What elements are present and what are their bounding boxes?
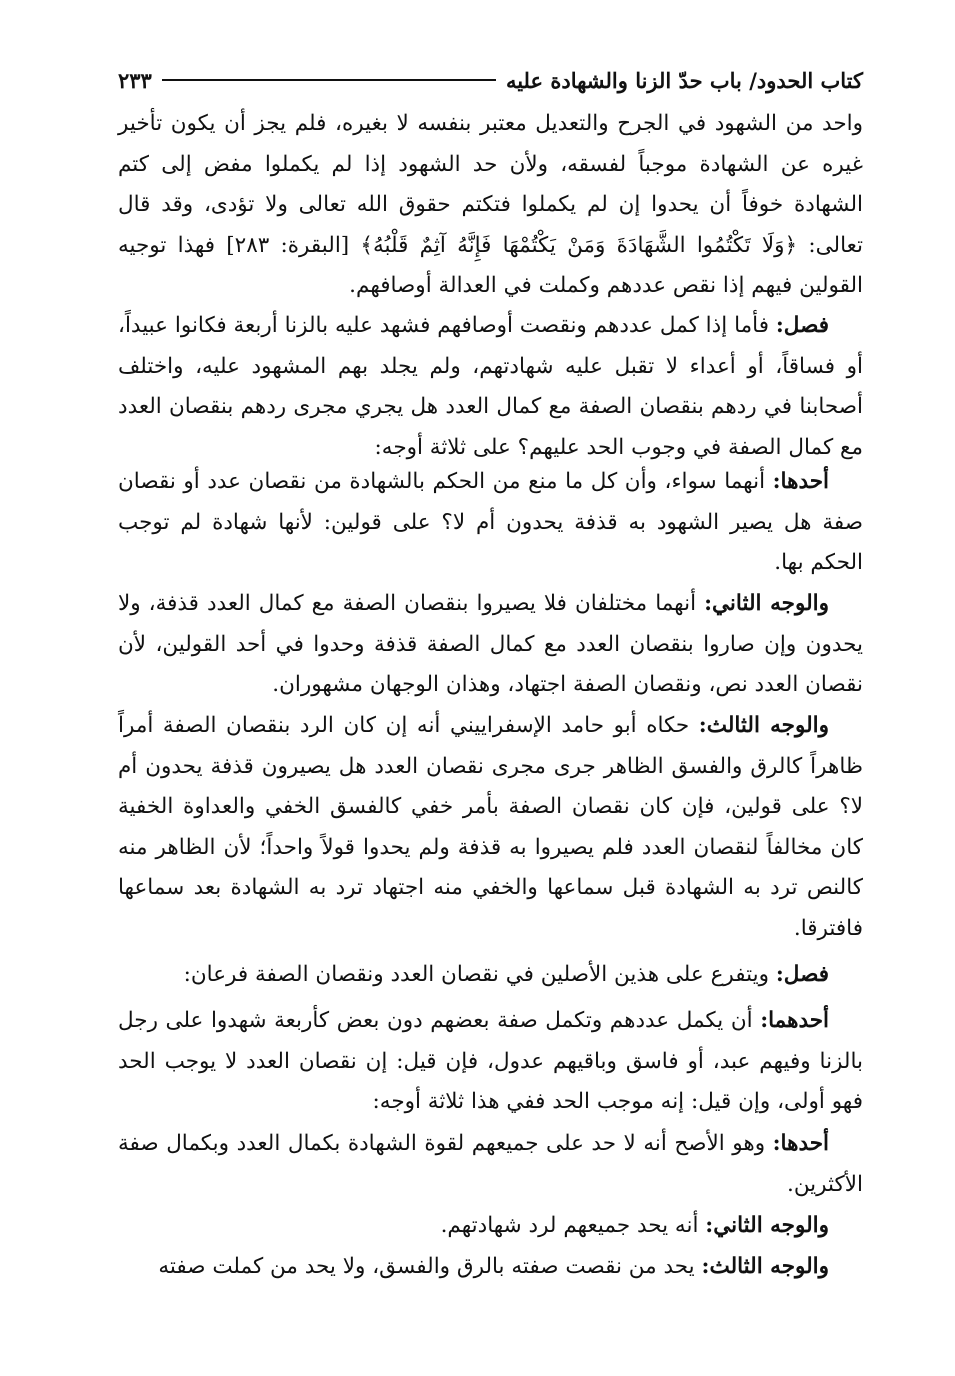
header-title: كتاب الحدود/ باب حدّ الزنا والشهادة عليه [505, 67, 863, 93]
paragraph-text: فأما إذا كمل عددهم ونقصت أوصافهم فشهد عليه بالزنا أربعة فكانوا عبيداً، أو فساقاً، أو أعداء لا تقبل عليه شهادتهم، ولم يجلد بهم المشهود عليه، واختلف أصحابنا في ردهم بنقصان الصفة مع كمال العدد هل يجري مجرى ردهم بنقصان العدد مع كمال الصفة في وجوب الحد عليهم؟ على ثلاثة أوجه: [118, 313, 863, 460]
paragraph-7 [118, 1001, 863, 1123]
paragraph-text: يحد من نقصت صفته بالرق والفسق، ولا يحد من كملت صفته [158, 1254, 695, 1279]
paragraph-text: أنهما مختلفان فلا يصيروا بنقصان الصفة مع كمال العدد قذفة، ولا يحدون وإن صاروا بنقصان العدد مع كمال الصفة قذفة وحدوا في أحد القولين، لأن نقصان العدد نص، ونقصان الصفة اجتهاد، وهذان الوجهان مشهوران. [118, 591, 863, 697]
paragraph-label: والوجه الثالث: [698, 713, 829, 738]
paragraph-text: أن يكمل عددهم وتكمل صفة بعضهم دون بعض كأربعة شهدوا على رجل بالزنا وفيهم عبد، أو فاسق وباقيهم عدول، فإن قيل: إن نقصان العدد لا يوجب الحد فهو أولى، وإن قيل: إنه موجب الحد ففي هذا ثلاثة أوجه: [118, 1008, 863, 1114]
paragraph-text: أنه يحد جميعهم لرد شهادتهم. [440, 1213, 699, 1238]
paragraph-label: فصل: [775, 962, 829, 987]
paragraph-2 [118, 306, 863, 468]
paragraph-text: ويتفرع على هذين الأصلين في نقصان العدد ونقصان الصفة فرعان: [183, 962, 769, 987]
paragraph-1 [118, 104, 863, 307]
paragraph-label: فصل: [775, 313, 829, 338]
paragraph-3 [118, 462, 863, 584]
paragraph-10 [118, 1247, 863, 1288]
paragraph-label: والوجه الثالث: [701, 1254, 829, 1279]
paragraph-text: حكاه أبو حامد الإسفراييني أنه إن كان الرد بنقصان الصفة أمراً ظاهراً كالرق والفسق الظاهر جرى مجرى نقصان العدد هل يصيرون قذفة يحدون أم لا؟ على قولين، فإن كان نقصان الصفة بأمر خفي كالفسق الخفي والعداوة الخفية كان مخالفاً لنقصان العدد فلم يصيروا به قذفة ولم يحدوا قولاً واحداً؛ لأن الظاهر منه كالنص ترد به الشهادة قبل سماعها والخفي منه اجتهاد ترد به الشهادة بعد سماعها فافترقا. [118, 713, 863, 941]
paragraph-label: والوجه الثاني: [705, 1213, 829, 1238]
running-header [118, 62, 863, 98]
paragraph-label: أحدهما: [760, 1008, 829, 1033]
paragraph-text: أنهما سواء، وأن كل ما منع من الحكم بالشهادة من نقصان عدد أو نقصان صفة هل يصير الشهود به قذفة يحدون أم لا؟ على قولين: لأنها شهادة لم توجب الحكم بها. [118, 469, 863, 575]
paragraph-6 [118, 955, 863, 996]
page-number: ٢٣٣ [118, 67, 152, 93]
paragraph-5 [118, 706, 863, 949]
paragraph-8 [118, 1124, 863, 1205]
paragraph-label: والوجه الثاني: [704, 591, 829, 616]
paragraph-text: وهو الأصح أنه لا حد على جميعهم لقوة الشهادة بكمال العدد وبكمال صفة الأكثرين. [118, 1131, 863, 1197]
header-rule [162, 79, 496, 81]
paragraph-9 [118, 1206, 863, 1247]
paragraph-label: أحدها: [772, 1131, 829, 1156]
paragraph-text: واحد من الشهود في الجرح والتعديل معتبر بنفسه لا بغيره، فلم يجز أن يكون تأخير غيره عن الشهادة موجباً لفسقه، ولأن حد الشهود إذا لم يكملوا مفض إلى كتم الشهادة خوفاً أن يحدوا إن لم يكملوا فتكتم حقوق الله تعالى ولا تؤدى، وقد قال تعالى: ﴿وَلَا تَكْتُمُوا الشَّهَادَةَ وَمَنْ يَكْتُمْهَا فَإِنَّهُ آثِمٌ قَلْبُهُ﴾ [البقرة: ٢٨٣] فهذا توجيه القولين فيهم إذا نقص عددهم وكملت في العدالة أوصافهم. [118, 111, 863, 298]
paragraph-label: أحدها: [772, 469, 829, 494]
paragraph-4 [118, 584, 863, 706]
